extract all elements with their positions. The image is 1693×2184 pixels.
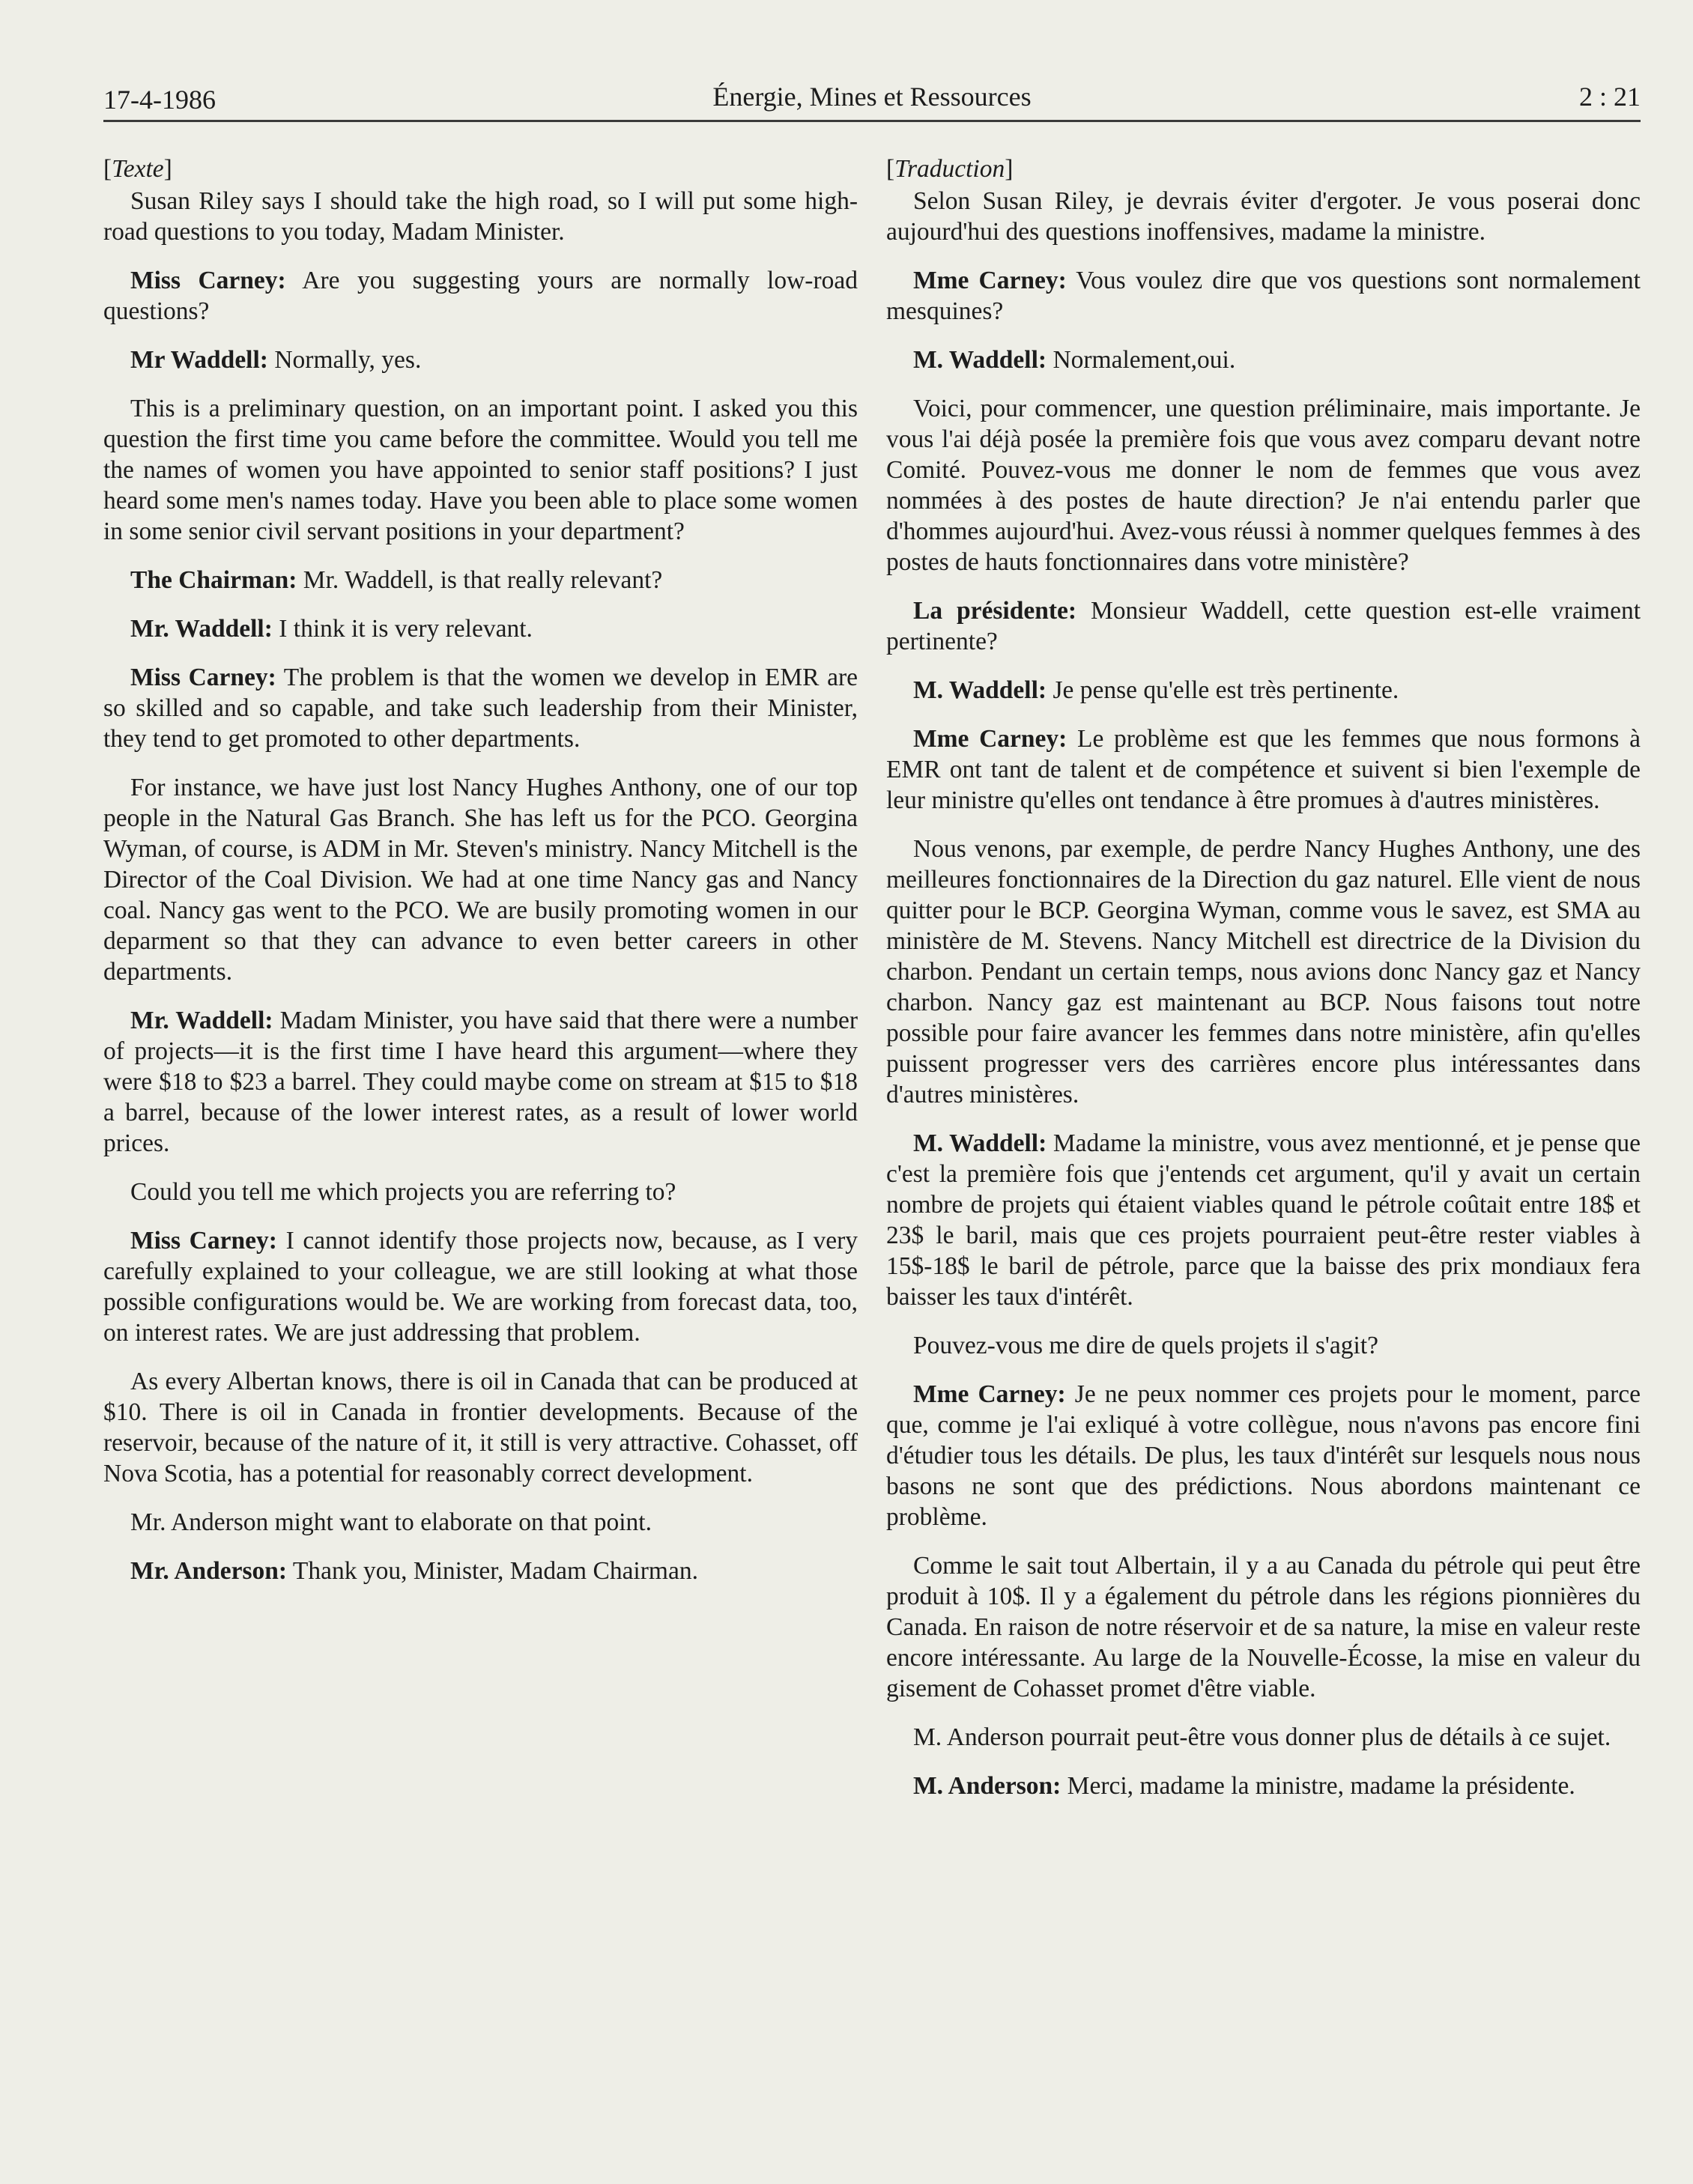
paragraph-text: M. Anderson pourrait peut-être vous donner plus de détails à ce sujet. [913, 1723, 1611, 1751]
paragraph [103, 393, 858, 547]
paragraph [886, 393, 1641, 577]
speaker-name: Miss Carney: [130, 267, 286, 294]
speaker-name: Mr Waddell: [130, 346, 268, 374]
paragraph-text: I cannot identify those projects now, because, as I very carefully explained to your colleague, we are still looking at what those possible configurations would be. We are working from forecast data, too, on interest rates. We are just addressing that problem. [103, 1227, 858, 1347]
speaker-name: M. Waddell: [913, 676, 1047, 704]
speaker-paragraph [886, 595, 1641, 657]
speaker-paragraph [103, 265, 858, 327]
speaker-paragraph [103, 345, 858, 375]
paragraph-text: Madame la ministre, vous avez mentionné, et je pense que c'est la première fois que j'entends cet argument, qu'il y avait un certain nombre de projets qui étaient viables quand le pétrole coûtait entre 18$ et 23$ le baril, mais que ces projets pourraient peut-être rester viables à 15$-18$ le baril de pétrole, parce que la baisse des prix mondiaux fera baisser les taux d'intérêt. [886, 1129, 1641, 1311]
paragraph [886, 834, 1641, 1110]
speaker-paragraph [886, 1771, 1641, 1801]
speaker-paragraph [103, 1225, 858, 1348]
paragraph [103, 1366, 858, 1489]
speaker-paragraph [886, 1379, 1641, 1532]
paragraph-text: Madam Minister, you have said that there were a number of projects—it is the first time I have heard this argument—where they were $18 to $23 a barrel. They could maybe come on stream at $15 to $18 a barrel, because of the lower interest rates, as a result of lower world prices. [103, 1007, 858, 1157]
speaker-paragraph [886, 1128, 1641, 1312]
paragraph-text: Mr. Waddell, is that really relevant? [303, 566, 663, 594]
paragraph [103, 1507, 858, 1538]
header-date: 17-4-1986 [103, 85, 216, 115]
text-marker: [Texte] [103, 155, 172, 183]
paragraph [103, 186, 858, 247]
speaker-name: Mme Carney: [913, 267, 1067, 294]
paragraph-text: Merci, madame la ministre, madame la présidente. [1067, 1772, 1575, 1800]
paragraph [103, 1177, 858, 1207]
speaker-paragraph [886, 345, 1641, 375]
paragraph-text: Are you suggesting yours are normally low-road questions? [103, 267, 858, 325]
paragraph-text: The problem is that the women we develop in EMR are so skilled and so capable, and take such leadership from their Minister, they tend to get promoted to other departments. [103, 664, 858, 753]
speaker-paragraph [886, 724, 1641, 816]
speaker-name: M. Waddell: [913, 346, 1047, 374]
speaker-name: Mr. Anderson: [130, 1557, 288, 1585]
paragraph [886, 1550, 1641, 1704]
paragraph-text: Nous venons, par exemple, de perdre Nancy Hughes Anthony, une des meilleures fonctionnaires de la Direction du gaz naturel. Elle vient de nous quitter pour le BCP. Georgina Wyman, comme vous le savez, est SMA au ministère de M. Stevens. Nancy Mitchell est directrice de la Division du charbon. Pendant un certain temps, nous avions donc Nancy gaz et Nancy charbon. Nancy gaz est maintenant au BCP. Nous faisons tout notre possible pour faire avancer les femmes dans notre ministère, afin qu'elles puissent progresser vers des carrières encore plus intéressantes dans d'autres ministères. [886, 835, 1641, 1108]
paragraph [103, 772, 858, 987]
speaker-name: Mme Carney: [913, 725, 1067, 753]
speaker-name: La présidente: [913, 597, 1077, 625]
paragraph-text: Je ne peux nommer ces projets pour le moment, parce que, comme je l'ai exliqué à votre collègue, nous n'avons pas encore fini d'étudier tous les détails. De plus, les taux d'intérêt sur lesquels nous nous basons ne sont que des prédictions. Nous abordons maintenant ce problème. [886, 1380, 1641, 1531]
page-header [103, 78, 1641, 123]
paragraph-text: Susan Riley says I should take the high road, so I will put some high-road questions to you today, Madam Minister. [103, 187, 858, 246]
french-column [886, 154, 1641, 1801]
speaker-name: The Chairman: [130, 566, 297, 594]
english-column [103, 154, 858, 1586]
speaker-name: M. Anderson: [913, 1772, 1061, 1800]
speaker-paragraph [103, 613, 858, 644]
paragraph-text: Thank you, Minister, Madam Chairman. [292, 1557, 698, 1585]
paragraph-text: This is a preliminary question, on an important point. I asked you this question the first time you came before the committee. Would you tell me the names of women you have appointed to senior staff positions? I just heard some men's names today. Have you been able to place some women in some senior civil servant positions in your department? [103, 395, 858, 545]
paragraph-text: Could you tell me which projects you are referring to? [130, 1178, 676, 1206]
header-page-number: 2 : 21 [1578, 82, 1641, 112]
paragraph-text: As every Albertan knows, there is oil in Canada that can be produced at $10. There is oil in Canada in frontier developments. Because of the reservoir, because of the nature of it, it still is very attractive. Cohasset, off Nova Scotia, has a potential for reasonably correct development. [103, 1368, 858, 1487]
paragraph-text: Comme le sait tout Albertain, il y a au Canada du pétrole qui peut être produit à 10$. Il y a également du pétrole dans les régions pionnières du Canada. En raison de notre réservoir et de sa nature, la mise en valeur reste encore intéressante. Au large de la Nouvelle-Écosse, la mise en valeur du gisement de Cohasset promet d'être viable. [886, 1552, 1641, 1702]
paragraph-text: Mr. Anderson might want to elaborate on that point. [130, 1508, 652, 1536]
paragraph [886, 1330, 1641, 1361]
header-rule [103, 120, 1641, 122]
translation-marker: [Traduction] [886, 155, 1014, 183]
paragraph-text: Vous voulez dire que vos questions sont normalement mesquines? [886, 267, 1641, 325]
paragraph-text: Normally, yes. [274, 346, 422, 374]
speaker-paragraph [886, 675, 1641, 706]
paragraph-text: Selon Susan Riley, je devrais éviter d'ergoter. Je vous poserai donc aujourd'hui des questions inoffensives, madame la ministre. [886, 187, 1641, 246]
speaker-name: Miss Carney: [130, 1227, 277, 1255]
paragraph-text: Je pense qu'elle est très pertinente. [1053, 676, 1399, 704]
speaker-name: Mr. Waddell: [130, 615, 273, 643]
paragraph [886, 1722, 1641, 1753]
paragraph-text: Normalement,oui. [1053, 346, 1236, 374]
paragraph-text: Pouvez-vous me dire de quels projets il s'agit? [913, 1332, 1378, 1359]
speaker-name: Miss Carney: [130, 664, 276, 691]
speaker-name: Mr. Waddell: [130, 1007, 273, 1034]
speaker-paragraph [103, 1005, 858, 1159]
paragraph-text: Le problème est que les femmes que nous formons à EMR ont tant de talent et de compétence et suivent si bien l'exemple de leur ministre qu'elles ont tendance à être promues à d'autres ministères. [886, 725, 1641, 814]
speaker-name: M. Waddell: [913, 1129, 1047, 1157]
speaker-paragraph [103, 662, 858, 754]
paragraph-text: I think it is very relevant. [279, 615, 533, 643]
paragraph [886, 186, 1641, 247]
header-title: Énergie, Mines et Ressources [712, 82, 1032, 112]
paragraph-text: For instance, we have just lost Nancy Hughes Anthony, one of our top people in the Natural Gas Branch. She has left us for the PCO. Georgina Wyman, of course, is ADM in Mr. Steven's ministry. Nancy Mitchell is the Director of the Coal Division. We had at one time Nancy gas and Nancy coal. Nancy gas went to the PCO. We are busily promoting women in our deparment so that they can advance to even better careers in other departments. [103, 774, 858, 986]
speaker-paragraph [103, 1556, 858, 1586]
speaker-name: Mme Carney: [913, 1380, 1066, 1408]
paragraph-text: Monsieur Waddell, cette question est-elle vraiment pertinente? [886, 597, 1641, 655]
speaker-paragraph [886, 265, 1641, 327]
paragraph-text: Voici, pour commencer, une question préliminaire, mais importante. Je vous l'ai déjà posée la première fois que vous avez comparu devant notre Comité. Pouvez-vous me donner le nom de femmes que vous avez nommées à des postes de haute direction? Je n'ai entendu parler que d'hommes aujourd'hui. Avez-vous réussi à nommer quelques femmes à des postes de hauts fonctionnaires dans votre ministère? [886, 395, 1641, 576]
speaker-paragraph [103, 565, 858, 595]
